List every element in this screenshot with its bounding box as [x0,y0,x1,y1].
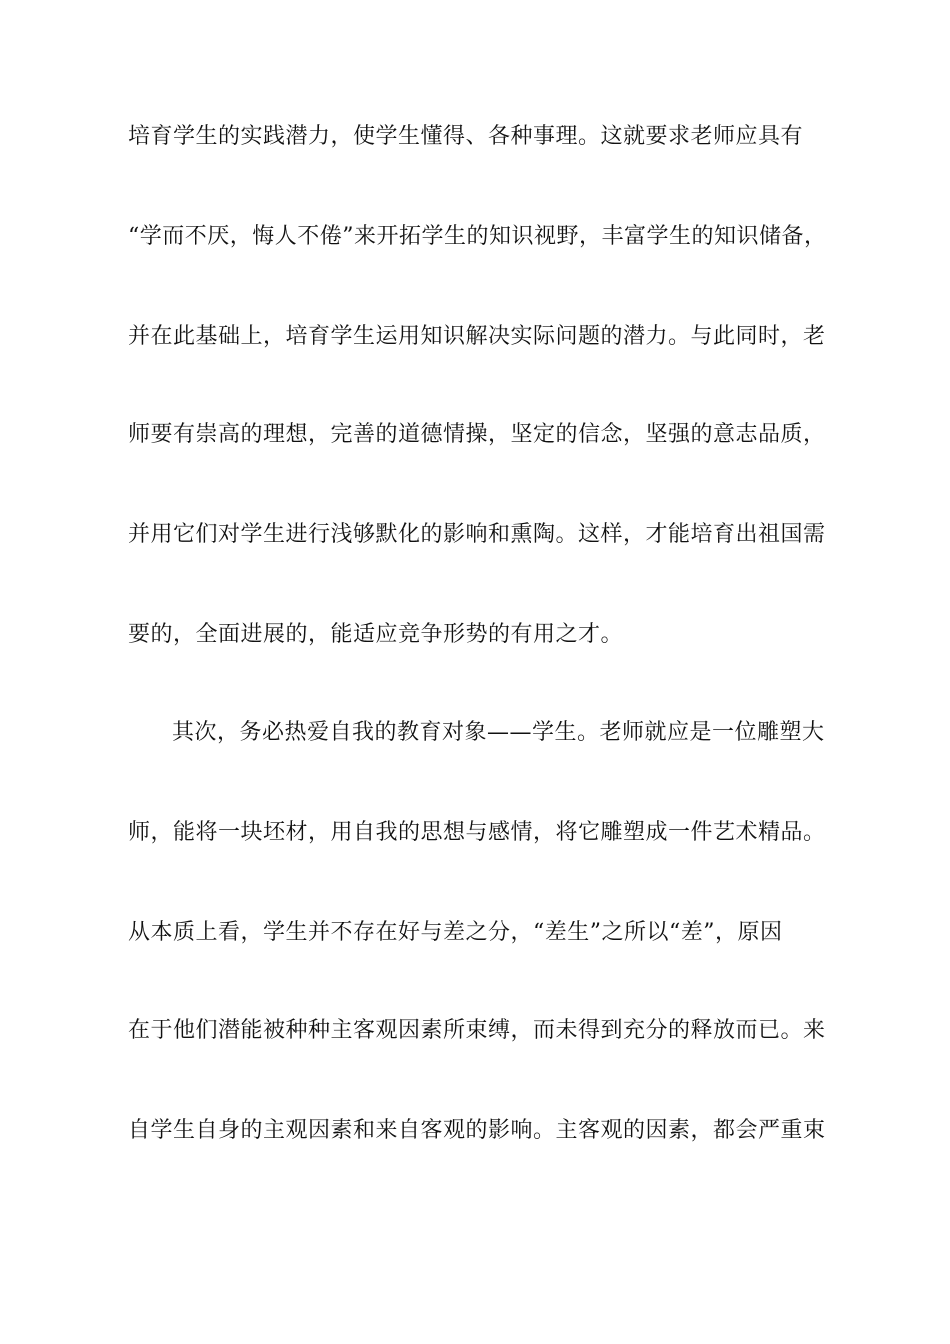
paragraph-line-11: 自学生自身的主观因素和来自客观的影响。主客观的因素，都会严重束 [128,1118,826,1143]
paragraph-line-2: “学而不厌，悔人不倦”来开拓学生的知识视野，丰富学生的知识储备， [128,224,827,249]
paragraph-line-10: 在于他们潜能被种种主客观因素所束缚，而未得到充分的释放而已。来 [128,1018,826,1043]
paragraph-line-5: 并用它们对学生进行浅够默化的影响和熏陶。这样，才能培育出祖国需 [128,522,826,547]
paragraph-line-1: 培育学生的实践潜力，使学生懂得、各种事理。这就要求老师应具有 [128,124,804,149]
paragraph-line-3: 并在此基础上，培育学生运用知识解决实际问题的潜力。与此同时，老 [128,324,826,349]
paragraph-line-8: 师，能将一块坯材，用自我的思想与感情，将它雕塑成一件艺术精品。 [128,820,826,845]
paragraph-line-7: 其次，务必热爱自我的教育对象——学生。老师就应是一位雕塑大 [172,720,825,745]
paragraph-line-6: 要的，全面进展的，能适应竞争形势的有用之才。 [128,622,624,647]
paragraph-line-9: 从本质上看，学生并不存在好与差之分，“差生”之所以“差”，原因 [128,920,783,945]
paragraph-line-4: 师要有崇高的理想，完善的道德情操，坚定的信念，坚强的意志品质， [128,422,826,447]
